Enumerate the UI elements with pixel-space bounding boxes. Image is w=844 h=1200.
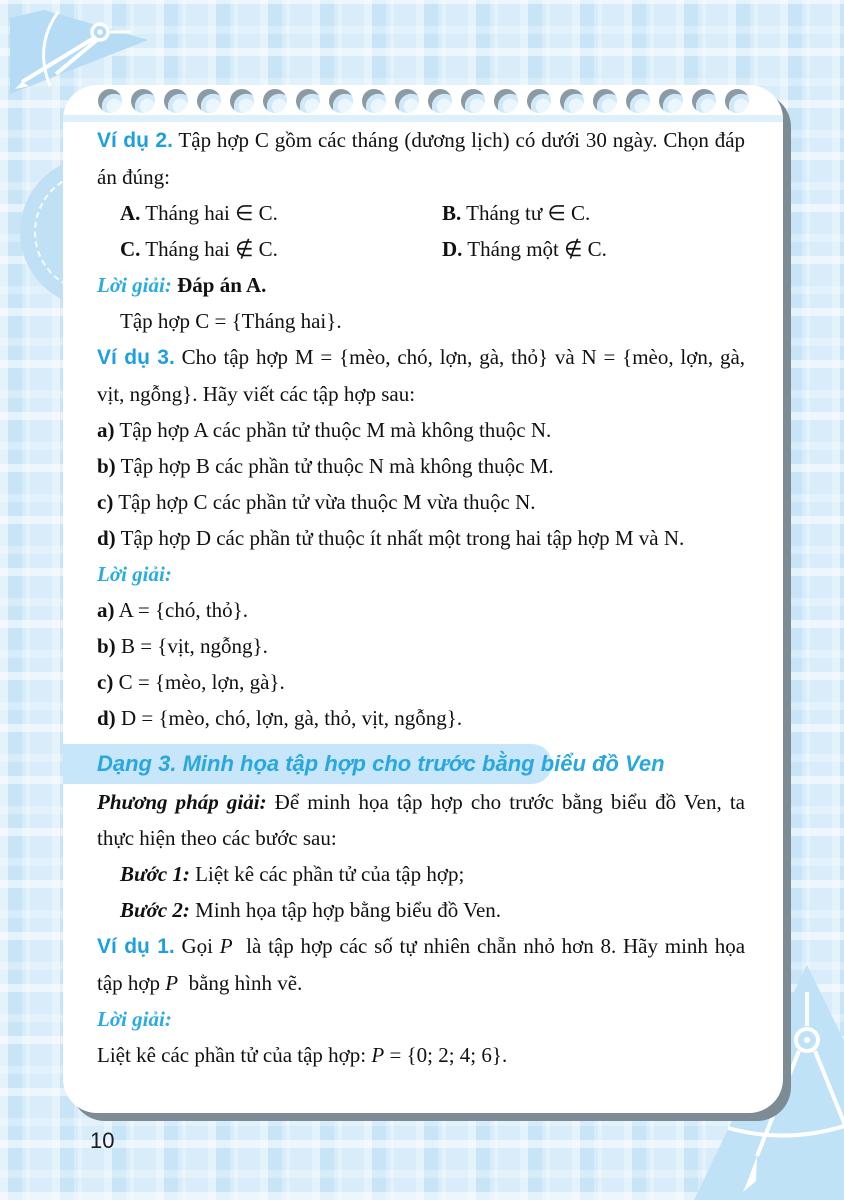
binding-hole (527, 89, 551, 113)
section-banner: Dạng 3. Minh họa tập hợp cho trước bằng biểu đồ Ven (63, 744, 552, 784)
option-c-text: Tháng hai ∉ C. (145, 237, 278, 261)
example2-label: Ví dụ 2. (97, 129, 173, 152)
example3-paragraph (97, 339, 745, 412)
binding-hole (197, 89, 221, 113)
method-step-2 (97, 892, 745, 928)
answer-c-letter: c) (97, 670, 114, 694)
example3-label: Ví dụ 3. (97, 346, 175, 369)
option-b-text: Tháng tư ∈ C. (466, 201, 591, 225)
answer-d-text: D = {mèo, chó, lợn, gà, thỏ, vịt, ngỗng}. (120, 706, 463, 730)
example3-answer-a (97, 592, 745, 628)
math-var-p: P (219, 934, 233, 958)
answer-b-letter: b) (97, 634, 116, 658)
page-number: 10 (90, 1128, 115, 1153)
example1-paragraph (97, 928, 745, 1001)
example1-text-2: là tập hợp các số tự nhiên chẵn nhỏ hơn 8. Hãy minh họa tập hợp (97, 934, 746, 995)
example3-answer-b (97, 628, 745, 664)
binding-hole (494, 89, 518, 113)
step-1-label: Bước 1: (120, 862, 190, 886)
example2-solution (97, 267, 745, 303)
card-content (63, 122, 783, 1113)
question-c-text: Tập hợp C các phần tử vừa thuộc M vừa thuộc N. (118, 490, 536, 514)
option-a-letter: A. (120, 201, 141, 225)
binding-hole (296, 89, 320, 113)
binding-hole (329, 89, 353, 113)
example2-text: Tập hợp C gồm các tháng (dương lịch) có dưới 30 ngày. Chọn đáp án đúng: (97, 128, 746, 189)
step-2-label: Bước 2: (120, 898, 190, 922)
solution-answer: Đáp án A. (177, 273, 267, 297)
binding-hole (626, 89, 650, 113)
question-d-letter: d) (97, 526, 116, 550)
binding-hole (725, 89, 749, 113)
binding-hole (428, 89, 452, 113)
binding-hole (593, 89, 617, 113)
option-b (442, 195, 745, 231)
option-c (120, 231, 442, 267)
example1-text-1: Gọi (181, 934, 213, 958)
option-d-text: Tháng một ∉ C. (467, 237, 607, 261)
option-d-letter: D. (442, 237, 463, 261)
binding-hole (395, 89, 419, 113)
binding-hole (362, 89, 386, 113)
example1-text-3: bằng hình vẽ. (188, 971, 303, 995)
question-c-letter: c) (97, 490, 114, 514)
math-var-p: P (371, 1043, 385, 1067)
example3-question-a (97, 412, 745, 448)
example1-solution-label (97, 1001, 745, 1037)
example3-text: Cho tập hợp M = {mèo, chó, lợn, gà, thỏ} và N = {mèo, lợn, gà, vịt, ngỗng}. Hãy viết các tập hợp sau: (97, 345, 746, 406)
solution-label: Lời giải: (97, 562, 172, 586)
example3-answer-d (97, 700, 745, 736)
step-1-text: Liệt kê các phần tử của tập hợp; (195, 862, 465, 886)
option-b-letter: B. (442, 201, 462, 225)
example3-question-d (97, 520, 745, 556)
solution-label: Lời giải: (97, 273, 172, 297)
option-a-text: Tháng hai ∈ C. (145, 201, 278, 225)
method-paragraph (97, 784, 745, 856)
example3-question-c (97, 484, 745, 520)
binding-hole (692, 89, 716, 113)
binding-hole (131, 89, 155, 113)
question-a-text: Tập hợp A các phần tử thuộc M mà không thuộc N. (119, 418, 552, 442)
method-step-1 (97, 856, 745, 892)
option-c-letter: C. (120, 237, 141, 261)
method-text: Để minh họa tập hợp cho trước bằng biểu đồ Ven, ta thực hiện theo các bước sau: (97, 790, 745, 850)
answer-a-letter: a) (97, 598, 115, 622)
example3-solution-label (97, 556, 745, 592)
binding-hole (263, 89, 287, 113)
answer-b-text: B = {vịt, ngỗng}. (120, 634, 268, 658)
question-b-text: Tập hợp B các phần tử thuộc N mà không thuộc M. (120, 454, 554, 478)
binding-hole (98, 89, 122, 113)
answer-c-text: C = {mèo, lợn, gà}. (118, 670, 285, 694)
math-var-p: P (165, 971, 179, 995)
example2-paragraph (97, 122, 745, 195)
example3-answer-c (97, 664, 745, 700)
card-top-band (63, 115, 783, 122)
question-d-text: Tập hợp D các phần tử thuộc ít nhất một trong hai tập hợp M và N. (120, 526, 685, 550)
option-d (442, 231, 745, 267)
binding-hole (659, 89, 683, 113)
binding-hole (560, 89, 584, 113)
example1-solution-line (97, 1037, 745, 1073)
example1-label: Ví dụ 1. (97, 935, 175, 958)
solution-suffix: . (501, 1043, 508, 1067)
step-2-text: Minh họa tập hợp bằng biểu đồ Ven. (195, 898, 502, 922)
question-a-letter: a) (97, 418, 115, 442)
question-b-letter: b) (97, 454, 116, 478)
example2-solution-detail: Tập hợp C = {Tháng hai}. (120, 309, 342, 333)
binding-hole (230, 89, 254, 113)
binding-hole (461, 89, 485, 113)
binding-holes (63, 89, 783, 113)
answer-d-letter: d) (97, 706, 116, 730)
option-a (120, 195, 442, 231)
answer-a-text: A = {chó, thỏ}. (118, 598, 249, 622)
example3-question-b (97, 448, 745, 484)
solution-prefix: Liệt kê các phần tử của tập hợp: (97, 1043, 367, 1067)
binding-hole (164, 89, 188, 113)
method-label: Phương pháp giải: (97, 790, 267, 814)
solution-label: Lời giải: (97, 1007, 172, 1031)
solution-math: = {0; 2; 4; 6} (389, 1043, 502, 1067)
content-card (63, 85, 783, 1113)
example2-options (97, 195, 745, 267)
